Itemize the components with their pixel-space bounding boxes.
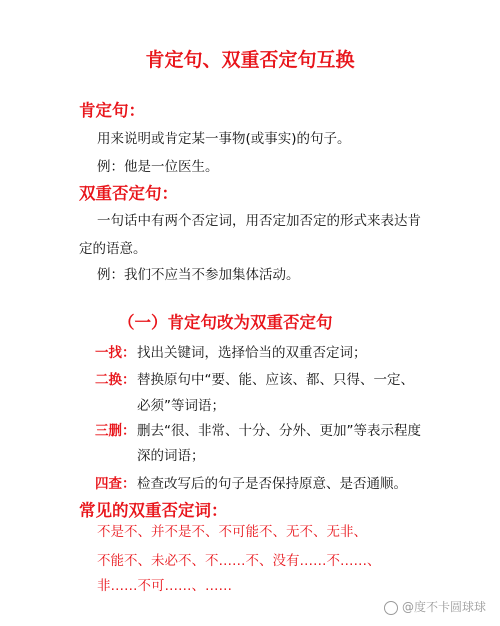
double-negative-definition-line1: 一句话中有两个否定词，用否定加否定的形式来表达肯 [97, 213, 421, 229]
double-negative-definition-line2: 定的语意。 [79, 241, 147, 257]
affirmative-definition: 用来说明或肯定某一事物(或事实)的句子。 [97, 131, 351, 147]
step-label-replace: 二换： [95, 372, 136, 388]
watermark [384, 600, 486, 616]
common-words-line2: 不能不、未必不、不……不、没有……不……、 [97, 553, 381, 569]
step-text-delete-line1: 删去“很、非常、十分、分外、更加”等表示程度 [137, 423, 421, 439]
common-words-line3: 非……不可……、…… [97, 578, 232, 594]
step-label-check: 四查： [95, 476, 136, 492]
page-title: 肯定句、双重否定句互换 [145, 49, 355, 71]
common-words-heading: 常见的双重否定词： [79, 501, 228, 520]
step-text-replace-line1: 替换原句中“要、能、应该、都、只得、一定、 [137, 372, 414, 388]
affirmative-example: 例：他是一位医生。 [97, 159, 219, 175]
step-text-check: 检查改写后的句子是否保持原意、是否通顺。 [137, 476, 407, 492]
common-words-line1: 不是不、并不是不、不可能不、无不、无非、 [97, 524, 367, 540]
step-text-replace-line2: 必须”等词语； [137, 398, 225, 414]
step-label-delete: 三删： [95, 423, 136, 439]
affirmative-heading: 肯定句： [79, 101, 145, 120]
step-text-delete-line2: 深的词语； [137, 448, 205, 464]
step-label-find: 一找： [95, 345, 136, 361]
watermark-text: @度不卡圆球球 [401, 600, 486, 615]
double-negative-example: 例：我们不应当不参加集体活动。 [97, 267, 300, 283]
section-heading: （一）肯定句改为双重否定句 [118, 313, 333, 332]
step-text-find: 找出关键词，选择恰当的双重否定词； [137, 345, 367, 361]
double-negative-heading: 双重否定句： [79, 184, 178, 203]
watermark-logo-icon [384, 601, 398, 615]
